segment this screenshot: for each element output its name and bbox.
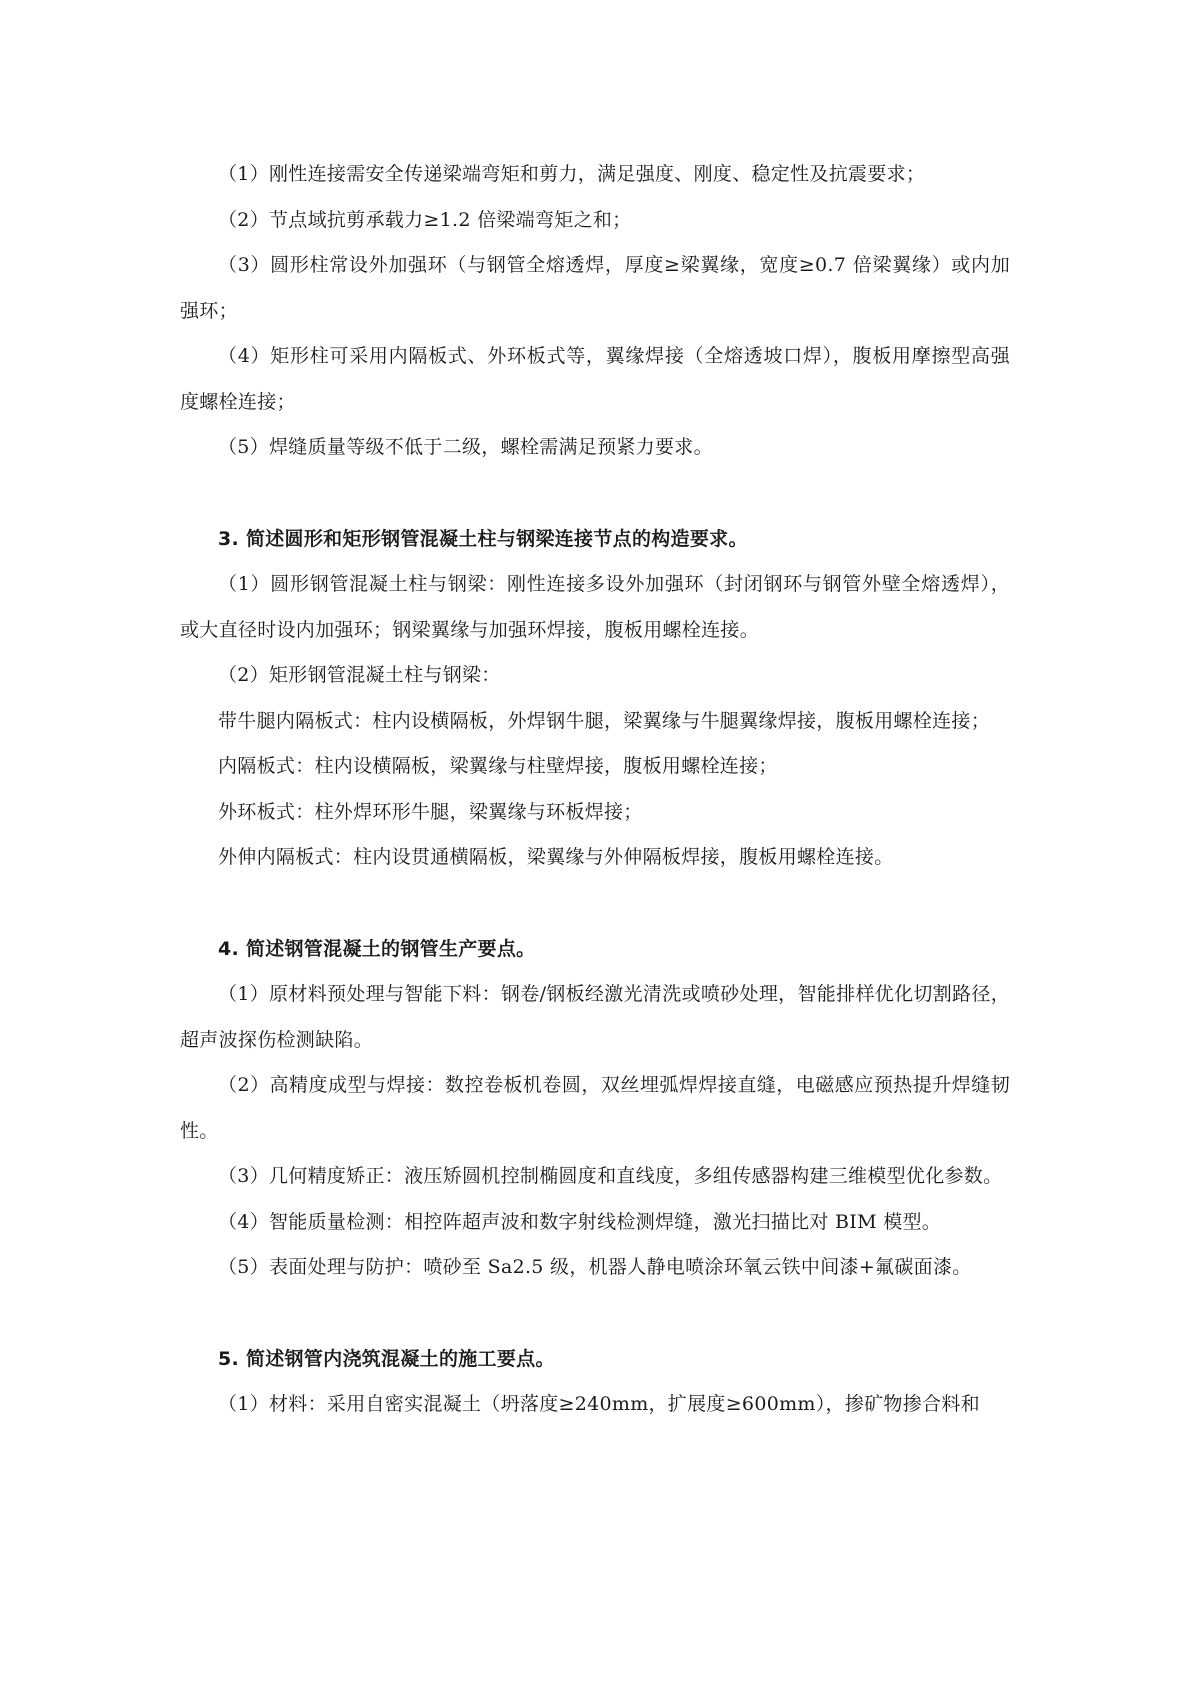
section-spacer <box>180 1291 1010 1337</box>
section-heading: 3. 简述圆形和矩形钢管混凝土柱与钢梁连接节点的构造要求。 <box>218 527 748 550</box>
document-page <box>180 152 1010 1428</box>
section-spacer <box>180 471 1010 517</box>
section-spacer <box>180 881 1010 927</box>
paragraph: （1）材料：采用自密实混凝土（坍落度≥240mm，扩展度≥600mm），掺矿物掺合料和 <box>218 1393 980 1415</box>
paragraph: （4）智能质量检测：相控阵超声波和数字射线检测焊缝，激光扫描比对 BIM 模型。 <box>218 1210 942 1233</box>
paragraph: （2）高精度成型与焊接：数控卷板机卷圆，双丝埋弧焊焊接直缝，电磁感应预热提升焊缝韧性。 <box>180 1074 1010 1142</box>
paragraph: （3）圆形柱常设外加强环（与钢管全熔透焊，厚度≥梁翼缘，宽度≥0.7 倍梁翼缘）或内加强环； <box>180 254 1010 322</box>
paragraph: 外环板式：柱外焊环形牛腿，梁翼缘与环板焊接； <box>218 800 643 823</box>
paragraph: （5）表面处理与防护：喷砂至 Sa2.5 级，机器人静电喷涂环氧云铁中间漆+氟碳面漆。 <box>218 1256 972 1278</box>
section-heading: 5. 简述钢管内浇筑混凝土的施工要点。 <box>218 1347 555 1370</box>
paragraph: 外伸内隔板式：柱内设贯通横隔板，梁翼缘与外伸隔板焊接，腹板用螺栓连接。 <box>218 846 894 868</box>
paragraph: （2）矩形钢管混凝土柱与钢梁： <box>218 664 501 686</box>
paragraph: （1）刚性连接需安全传递梁端弯矩和剪力，满足强度、刚度、稳定性及抗震要求； <box>218 163 926 185</box>
paragraph: （1）原材料预处理与智能下料：钢卷/钢板经激光清洗或喷砂处理，智能排样优化切割路径，超声波探伤检测缺陷。 <box>180 983 1010 1051</box>
paragraph: 内隔板式：柱内设横隔板，梁翼缘与柱壁焊接，腹板用螺栓连接； <box>218 755 778 777</box>
section-heading: 4. 简述钢管混凝土的钢管生产要点。 <box>218 937 536 960</box>
paragraph: （1）圆形钢管混凝土柱与钢梁：刚性连接多设外加强环（封闭钢环与钢管外壁全熔透焊），或大直径时设内加强环；钢梁翼缘与加强环焊接，腹板用螺栓连接。 <box>180 573 1010 641</box>
paragraph: 带牛腿内隔板式：柱内设横隔板，外焊钢牛腿，梁翼缘与牛腿翼缘焊接，腹板用螺栓连接； <box>218 709 991 732</box>
paragraph: （4）矩形柱可采用内隔板式、外环板式等，翼缘焊接（全熔透坡口焊），腹板用摩擦型高强度螺栓连接； <box>180 345 1010 413</box>
paragraph: （5）焊缝质量等级不低于二级，螺栓需满足预紧力要求。 <box>218 436 713 458</box>
paragraph: （3）几何精度矫正：液压矫圆机控制椭圆度和直线度，多组传感器构建三维模型优化参数。 <box>218 1165 1003 1187</box>
paragraph: （2）节点域抗剪承载力≥1.2 倍梁端弯矩之和； <box>218 208 632 231</box>
